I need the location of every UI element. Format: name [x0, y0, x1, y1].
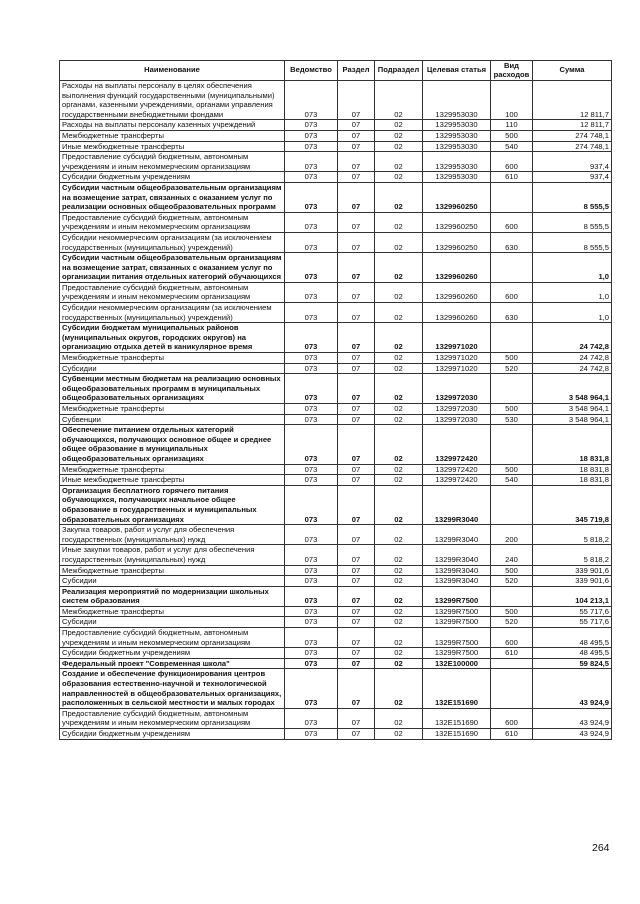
row-dept: 073: [285, 172, 338, 183]
row-section: 07: [338, 565, 375, 576]
row-dept: 073: [285, 282, 338, 302]
table-row: [60, 658, 612, 669]
table-row: [60, 232, 612, 252]
row-sum: 1,0: [533, 253, 612, 283]
row-dept: 073: [285, 464, 338, 475]
row-name: Предоставление субсидий бюджетным, автономным учреждениям и иным некоммерческим организациям: [60, 152, 285, 172]
row-subsection: 02: [375, 172, 423, 183]
table-row: [60, 353, 612, 364]
row-name: Обеспечение питанием отдельных категорий обучающихся, получающих основное общее и среднее общее образование в муниципальных общеобразовательных организациях: [60, 425, 285, 464]
row-name: Межбюджетные трансферты: [60, 606, 285, 617]
row-name: Иные закупки товаров, работ и услуг для обеспечения государственных (муниципальных) нужд: [60, 545, 285, 565]
row-sum: 48 495,5: [533, 648, 612, 659]
row-target: 1329960250: [423, 232, 491, 252]
row-dept: 073: [285, 617, 338, 628]
row-target: 13299R3040: [423, 485, 491, 524]
row-sum: 55 717,6: [533, 606, 612, 617]
row-sum: 937,4: [533, 172, 612, 183]
row-name: Создание и обеспечение функционирования центров образования естественно-научной и технологической направленностей в общеобразовательных организациях, расположенных в сельской местности и малых городах: [60, 669, 285, 708]
row-section: 07: [338, 253, 375, 283]
row-subsection: 02: [375, 404, 423, 415]
row-name: Иные межбюджетные трансферты: [60, 475, 285, 486]
row-target: 1329972420: [423, 464, 491, 475]
row-name: Предоставление субсидий бюджетным, автономным учреждениям и иным некоммерческим организациям: [60, 212, 285, 232]
row-target: 1329972420: [423, 475, 491, 486]
row-subsection: 02: [375, 182, 423, 212]
budget-table-sheet: [59, 60, 611, 740]
row-subsection: 02: [375, 363, 423, 374]
row-kind: 100: [491, 81, 533, 120]
table-row: [60, 525, 612, 545]
row-section: 07: [338, 475, 375, 486]
table-row: [60, 120, 612, 131]
row-name: Организация бесплатного горячего питания обучающихся, получающих начальное общее образование в государственных и муниципальных образовательных организациях: [60, 485, 285, 524]
row-subsection: 02: [375, 617, 423, 628]
row-sum: 8 555,5: [533, 232, 612, 252]
row-dept: 073: [285, 565, 338, 576]
row-kind: 530: [491, 414, 533, 425]
table-row: [60, 565, 612, 576]
page-number: 264: [592, 842, 610, 854]
row-subsection: 02: [375, 485, 423, 524]
row-kind: 110: [491, 120, 533, 131]
row-name: Межбюджетные трансферты: [60, 404, 285, 415]
row-kind: 520: [491, 617, 533, 628]
row-sum: 8 555,5: [533, 182, 612, 212]
row-target: 132E151690: [423, 669, 491, 708]
row-kind: 500: [491, 606, 533, 617]
row-subsection: 02: [375, 414, 423, 425]
row-subsection: 02: [375, 353, 423, 364]
row-subsection: 02: [375, 212, 423, 232]
row-kind: [491, 586, 533, 606]
row-subsection: 02: [375, 525, 423, 545]
row-target: 13299R3040: [423, 576, 491, 587]
row-sum: 3 548 964,1: [533, 374, 612, 404]
row-dept: 073: [285, 141, 338, 152]
row-sum: 59 824,5: [533, 658, 612, 669]
row-target: 13299R3040: [423, 545, 491, 565]
row-target: 1329971020: [423, 363, 491, 374]
table-row: [60, 212, 612, 232]
row-dept: 073: [285, 729, 338, 740]
row-dept: 073: [285, 363, 338, 374]
row-kind: 500: [491, 130, 533, 141]
row-subsection: 02: [375, 545, 423, 565]
row-target: 1329972420: [423, 425, 491, 464]
table-row: [60, 729, 612, 740]
row-sum: 8 555,5: [533, 212, 612, 232]
row-section: 07: [338, 628, 375, 648]
row-section: 07: [338, 606, 375, 617]
row-name: Федеральный проект "Современная школа": [60, 658, 285, 669]
row-sum: 339 901,6: [533, 565, 612, 576]
row-kind: 600: [491, 282, 533, 302]
row-kind: 610: [491, 729, 533, 740]
row-section: 07: [338, 525, 375, 545]
row-kind: [491, 182, 533, 212]
table-row: [60, 628, 612, 648]
table-row: [60, 475, 612, 486]
row-kind: 520: [491, 363, 533, 374]
row-subsection: 02: [375, 152, 423, 172]
table-row: [60, 81, 612, 120]
row-subsection: 02: [375, 628, 423, 648]
row-section: 07: [338, 374, 375, 404]
header-target: Целевая статья: [423, 61, 491, 81]
row-dept: 073: [285, 628, 338, 648]
row-section: 07: [338, 617, 375, 628]
row-dept: 073: [285, 81, 338, 120]
row-subsection: 02: [375, 586, 423, 606]
row-target: 13299R7500: [423, 648, 491, 659]
row-sum: 104 213,1: [533, 586, 612, 606]
row-dept: 073: [285, 425, 338, 464]
row-dept: 073: [285, 232, 338, 252]
row-section: 07: [338, 212, 375, 232]
table-row: [60, 404, 612, 415]
row-target: 1329960250: [423, 182, 491, 212]
row-section: 07: [338, 485, 375, 524]
row-dept: 073: [285, 404, 338, 415]
row-target: 1329953030: [423, 130, 491, 141]
row-subsection: 02: [375, 576, 423, 587]
row-target: 1329972030: [423, 404, 491, 415]
row-name: Реализация мероприятий по модернизации школьных систем образования: [60, 586, 285, 606]
row-dept: 073: [285, 152, 338, 172]
row-target: 13299R7500: [423, 606, 491, 617]
row-kind: [491, 485, 533, 524]
header-section: Раздел: [338, 61, 375, 81]
row-subsection: 02: [375, 606, 423, 617]
row-dept: 073: [285, 576, 338, 587]
row-sum: 18 831,8: [533, 425, 612, 464]
row-section: 07: [338, 586, 375, 606]
row-section: 07: [338, 708, 375, 728]
row-sum: 24 742,8: [533, 323, 612, 353]
row-kind: 240: [491, 545, 533, 565]
row-dept: 073: [285, 648, 338, 659]
row-target: 1329953030: [423, 81, 491, 120]
row-target: 1329953030: [423, 152, 491, 172]
header-subsection: Подраздел: [375, 61, 423, 81]
row-sum: 24 742,8: [533, 363, 612, 374]
row-sum: 3 548 964,1: [533, 404, 612, 415]
table-row: [60, 708, 612, 728]
table-row: [60, 253, 612, 283]
table-row: [60, 172, 612, 183]
row-name: Субсидии частным общеобразовательным организациям на возмещение затрат, связанных с оказанием услуг по организации питания отдельных категорий обучающихся: [60, 253, 285, 283]
row-name: Субсидии: [60, 617, 285, 628]
row-dept: 073: [285, 525, 338, 545]
row-name: Субсидии бюджетным учреждениям: [60, 648, 285, 659]
row-dept: 073: [285, 130, 338, 141]
row-name: Субсидии: [60, 363, 285, 374]
row-target: 1329971020: [423, 323, 491, 353]
row-name: Субвенции: [60, 414, 285, 425]
row-kind: [491, 323, 533, 353]
row-section: 07: [338, 172, 375, 183]
row-name: Иные межбюджетные трансферты: [60, 141, 285, 152]
row-dept: 073: [285, 120, 338, 131]
row-target: 132E100000: [423, 658, 491, 669]
row-dept: 073: [285, 414, 338, 425]
row-target: 1329953030: [423, 141, 491, 152]
table-body: [60, 81, 612, 740]
row-section: 07: [338, 232, 375, 252]
row-kind: 200: [491, 525, 533, 545]
row-subsection: 02: [375, 729, 423, 740]
row-name: Межбюджетные трансферты: [60, 353, 285, 364]
row-target: 13299R7500: [423, 628, 491, 648]
row-section: 07: [338, 363, 375, 374]
row-sum: 12 811,7: [533, 120, 612, 131]
row-dept: 073: [285, 253, 338, 283]
row-section: 07: [338, 303, 375, 323]
row-kind: 500: [491, 353, 533, 364]
row-name: Межбюджетные трансферты: [60, 130, 285, 141]
row-sum: 12 811,7: [533, 81, 612, 120]
row-subsection: 02: [375, 464, 423, 475]
row-name: Субсидии бюджетным учреждениям: [60, 172, 285, 183]
row-dept: 073: [285, 586, 338, 606]
row-dept: 073: [285, 353, 338, 364]
row-target: 132E151690: [423, 729, 491, 740]
row-subsection: 02: [375, 232, 423, 252]
row-kind: 600: [491, 628, 533, 648]
table-row: [60, 586, 612, 606]
row-kind: 610: [491, 172, 533, 183]
row-subsection: 02: [375, 303, 423, 323]
row-sum: 1,0: [533, 282, 612, 302]
row-dept: 073: [285, 708, 338, 728]
row-sum: 43 924,9: [533, 669, 612, 708]
table-header-row: [60, 61, 612, 81]
row-section: 07: [338, 576, 375, 587]
table-row: [60, 141, 612, 152]
row-section: 07: [338, 81, 375, 120]
table-row: [60, 576, 612, 587]
table-row: [60, 282, 612, 302]
row-kind: [491, 253, 533, 283]
row-sum: 18 831,8: [533, 464, 612, 475]
row-section: 07: [338, 152, 375, 172]
row-kind: 610: [491, 648, 533, 659]
row-section: 07: [338, 729, 375, 740]
row-sum: 5 818,2: [533, 525, 612, 545]
table-row: [60, 182, 612, 212]
row-subsection: 02: [375, 648, 423, 659]
table-row: [60, 606, 612, 617]
row-kind: [491, 658, 533, 669]
row-subsection: 02: [375, 475, 423, 486]
header-sum: Сумма: [533, 61, 612, 81]
row-section: 07: [338, 425, 375, 464]
row-kind: 500: [491, 464, 533, 475]
row-section: 07: [338, 414, 375, 425]
row-target: 1329972030: [423, 414, 491, 425]
row-section: 07: [338, 464, 375, 475]
row-target: 1329960260: [423, 303, 491, 323]
row-kind: [491, 669, 533, 708]
row-subsection: 02: [375, 253, 423, 283]
row-section: 07: [338, 669, 375, 708]
row-subsection: 02: [375, 374, 423, 404]
row-dept: 073: [285, 323, 338, 353]
row-subsection: 02: [375, 141, 423, 152]
row-section: 07: [338, 353, 375, 364]
row-kind: [491, 374, 533, 404]
row-section: 07: [338, 141, 375, 152]
table-row: [60, 669, 612, 708]
row-sum: 48 495,5: [533, 628, 612, 648]
row-subsection: 02: [375, 120, 423, 131]
row-target: 1329972030: [423, 374, 491, 404]
row-subsection: 02: [375, 669, 423, 708]
row-subsection: 02: [375, 658, 423, 669]
row-sum: 18 831,8: [533, 475, 612, 486]
row-sum: 43 924,9: [533, 708, 612, 728]
row-sum: 3 548 964,1: [533, 414, 612, 425]
row-sum: 43 924,9: [533, 729, 612, 740]
row-section: 07: [338, 404, 375, 415]
row-kind: 500: [491, 565, 533, 576]
row-kind: 600: [491, 212, 533, 232]
table-row: [60, 414, 612, 425]
row-name: Субсидии некоммерческим организациям (за исключением государственных (муниципальных) учреждений): [60, 232, 285, 252]
row-dept: 073: [285, 606, 338, 617]
row-sum: 345 719,8: [533, 485, 612, 524]
row-kind: 630: [491, 303, 533, 323]
row-target: 13299R7500: [423, 617, 491, 628]
row-subsection: 02: [375, 425, 423, 464]
row-name: Предоставление субсидий бюджетным, автономным учреждениям и иным некоммерческим организациям: [60, 282, 285, 302]
row-name: Расходы на выплаты персоналу в целях обеспечения выполнения функций государственными (муниципальными) органами, казенными учреждениями, органами управления государственными внебюджетными фондами: [60, 81, 285, 120]
row-section: 07: [338, 182, 375, 212]
header-dept: Ведомство: [285, 61, 338, 81]
table-row: [60, 374, 612, 404]
budget-table: [59, 60, 612, 740]
row-section: 07: [338, 648, 375, 659]
row-target: 13299R7500: [423, 586, 491, 606]
table-row: [60, 485, 612, 524]
row-section: 07: [338, 130, 375, 141]
row-name: Закупка товаров, работ и услуг для обеспечения государственных (муниципальных) нужд: [60, 525, 285, 545]
row-name: Субсидии бюджетным учреждениям: [60, 729, 285, 740]
row-target: 1329953030: [423, 172, 491, 183]
row-subsection: 02: [375, 130, 423, 141]
row-sum: 274 748,1: [533, 141, 612, 152]
row-name: Межбюджетные трансферты: [60, 565, 285, 576]
row-target: 13299R3040: [423, 565, 491, 576]
table-row: [60, 648, 612, 659]
row-target: 132E151690: [423, 708, 491, 728]
row-dept: 073: [285, 212, 338, 232]
row-sum: 1,0: [533, 303, 612, 323]
row-subsection: 02: [375, 708, 423, 728]
row-name: Субсидии бюджетам муниципальных районов (муниципальных округов, городских округов) на организацию отдыха детей в каникулярное время: [60, 323, 285, 353]
row-kind: 540: [491, 475, 533, 486]
row-section: 07: [338, 545, 375, 565]
row-dept: 073: [285, 374, 338, 404]
row-target: 1329960250: [423, 212, 491, 232]
row-dept: 073: [285, 485, 338, 524]
row-target: 1329960260: [423, 253, 491, 283]
row-kind: 600: [491, 708, 533, 728]
row-kind: [491, 425, 533, 464]
row-target: 1329960260: [423, 282, 491, 302]
table-row: [60, 152, 612, 172]
row-dept: 073: [285, 303, 338, 323]
row-name: Субсидии некоммерческим организациям (за исключением государственных (муниципальных) учреждений): [60, 303, 285, 323]
row-kind: 540: [491, 141, 533, 152]
row-subsection: 02: [375, 323, 423, 353]
row-dept: 073: [285, 475, 338, 486]
row-name: Предоставление субсидий бюджетным, автономным учреждениям и иным некоммерческим организациям: [60, 628, 285, 648]
table-row: [60, 363, 612, 374]
row-sum: 274 748,1: [533, 130, 612, 141]
row-section: 07: [338, 658, 375, 669]
table-row: [60, 464, 612, 475]
row-subsection: 02: [375, 282, 423, 302]
row-sum: 5 818,2: [533, 545, 612, 565]
row-kind: 600: [491, 152, 533, 172]
table-row: [60, 130, 612, 141]
row-sum: 339 901,6: [533, 576, 612, 587]
row-sum: 937,4: [533, 152, 612, 172]
row-name: Субвенции местным бюджетам на реализацию основных общеобразовательных программ в муниципальных общеобразовательных организациях: [60, 374, 285, 404]
row-subsection: 02: [375, 565, 423, 576]
row-name: Расходы на выплаты персоналу казенных учреждений: [60, 120, 285, 131]
row-section: 07: [338, 282, 375, 302]
row-kind: 520: [491, 576, 533, 587]
table-row: [60, 617, 612, 628]
header-kind: Вид расходов: [491, 61, 533, 81]
row-section: 07: [338, 323, 375, 353]
row-name: Предоставление субсидий бюджетным, автономным учреждениям и иным некоммерческим организациям: [60, 708, 285, 728]
row-section: 07: [338, 120, 375, 131]
row-sum: 55 717,6: [533, 617, 612, 628]
row-subsection: 02: [375, 81, 423, 120]
row-dept: 073: [285, 182, 338, 212]
row-target: 13299R3040: [423, 525, 491, 545]
row-target: 1329971020: [423, 353, 491, 364]
row-sum: 24 742,8: [533, 353, 612, 364]
row-target: 1329953030: [423, 120, 491, 131]
table-row: [60, 545, 612, 565]
table-row: [60, 303, 612, 323]
table-row: [60, 425, 612, 464]
row-kind: 500: [491, 404, 533, 415]
row-dept: 073: [285, 658, 338, 669]
row-name: Субсидии: [60, 576, 285, 587]
row-name: Субсидии частным общеобразовательным организациям на возмещение затрат, связанных с оказанием услуг по реализации основных общеобразовательных программ: [60, 182, 285, 212]
row-kind: 630: [491, 232, 533, 252]
header-name: Наименование: [60, 61, 285, 81]
row-dept: 073: [285, 669, 338, 708]
table-row: [60, 323, 612, 353]
row-dept: 073: [285, 545, 338, 565]
row-name: Межбюджетные трансферты: [60, 464, 285, 475]
